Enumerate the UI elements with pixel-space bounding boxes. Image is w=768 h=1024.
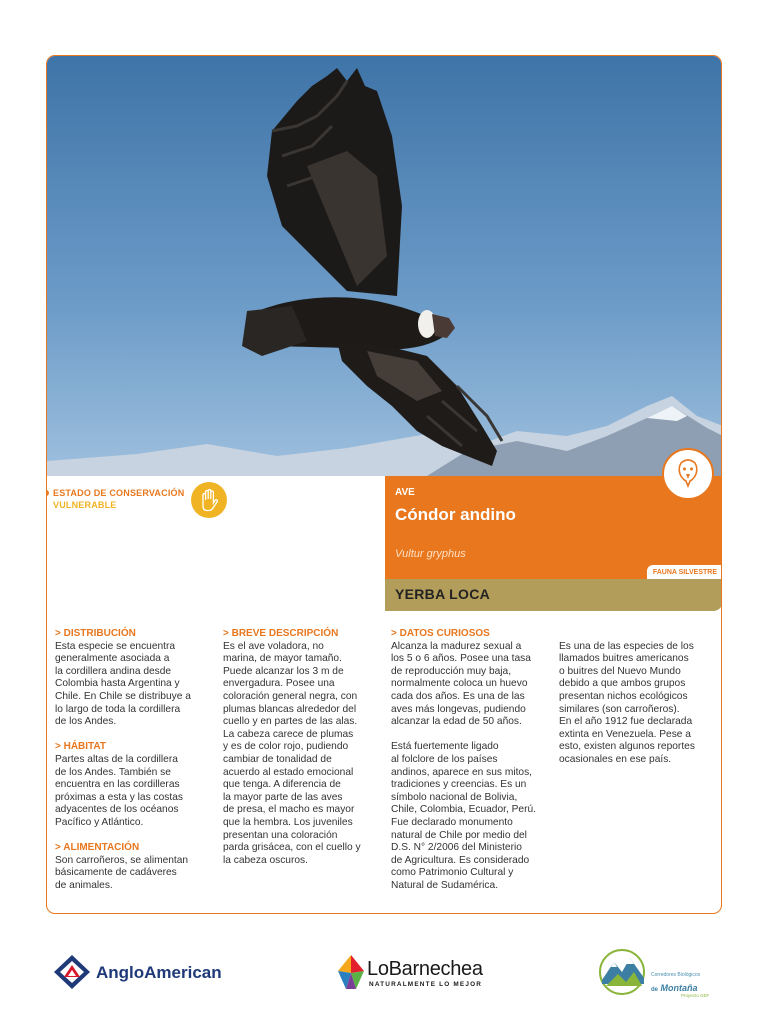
text-extra: Es una de las especies de los llamados buitres americanos o buitres del Nuevo Mundo debido a que ambos grupos presentan nichos ecológicos similares (son carroñeros). En el año 1912 fue declarada extinta en Venezuela. Pese a esto, existen algunos reportes ocasionales en ese país. xyxy=(559,640,695,765)
category-label: AVE xyxy=(395,487,415,498)
heading-descripcion: > BREVE DESCRIPCIÓN xyxy=(223,628,339,639)
location-banner xyxy=(385,579,722,611)
column-4 xyxy=(559,641,719,767)
species-card xyxy=(46,55,722,914)
scientific-name: Vultur gryphus xyxy=(395,548,466,560)
bullet-dot xyxy=(46,490,49,496)
heading-curiosos: > DATOS CURIOSOS xyxy=(391,628,490,639)
angloamerican-logo xyxy=(52,953,92,991)
text-alimentacion: Son carroñeros, se alimentan básicamente de cadáveres de animales. xyxy=(55,854,189,891)
text-distribucion: Esta especie se encuentra generalmente asociada a la cordillera andina desde Colombia hasta Argentina y Chile. En Chile se distribuye a lo largo de toda la cordillera de los Andes. xyxy=(55,640,191,728)
text-curiosos-2: Está fuertemente ligado al folclore de los países andinos, aparece en sus mitos, tradiciones y creencias. Es un símbolo nacional de Bolivia, Chile, Colombia, Ecuador, Perú. Fue declarado monumento natural de Chile por medio del D.S. N° 2/2006 del Ministerio de Agricultura. Es considerado como Patrimonio Cultural y Natural de Sudamérica. xyxy=(391,741,536,891)
heading-distribucion: > DISTRIBUCIÓN xyxy=(55,628,136,639)
corredores-logo xyxy=(598,948,648,996)
condor-photo xyxy=(47,56,722,476)
text-habitat: Partes altas de la cordillera de los Andes. También se encuentra en las cordilleras próximas a esta y las costas adyacentes de los océanos Pacífico y Atlántico. xyxy=(55,753,183,828)
corredores-line1: Corredores Biológicos xyxy=(651,972,701,978)
heading-habitat: > HÁBITAT xyxy=(55,741,107,753)
angloamerican-wordmark: AngloAmerican xyxy=(96,963,222,982)
corredores-line2: de Montaña xyxy=(651,983,698,993)
column-1 xyxy=(55,628,215,892)
lobarnechea-tagline: NATURALMENTE LO MEJOR xyxy=(369,981,483,988)
text-curiosos-1: Alcanza la madurez sexual a los 5 o 6 años. Posee una tasa de reproducción muy baja, normalmente coloca un huevo cada dos años. Es una de las aves más longevas, pudiendo alcanzar la edad de 50 años. xyxy=(391,640,531,728)
lobarnechea-wordmark: LoBarnechea xyxy=(367,958,483,980)
status-label: ESTADO DE CONSERVACIÓN xyxy=(53,488,185,498)
heading-alimentacion: > ALIMENTACIÓN xyxy=(55,842,140,854)
column-3 xyxy=(391,628,551,892)
species-name: Cóndor andino xyxy=(395,505,516,524)
condor-head-icon xyxy=(662,448,714,500)
hand-icon xyxy=(191,482,227,518)
status-value: VULNERABLE xyxy=(53,500,117,510)
column-2 xyxy=(223,628,383,867)
lobarnechea-logo xyxy=(336,953,366,991)
corredores-line3: Proyecto GEF xyxy=(681,993,710,998)
category-tag: FAUNA SILVESTRE xyxy=(647,565,722,579)
location-name: YERBA LOCA xyxy=(395,586,491,602)
text-descripcion: Es el ave voladora, no marina, de mayor tamaño. Puede alcanzar los 3 m de envergadura. Posee una coloración general negra, con plumas blancas alrededor del cuello y en partes de las alas. La cabeza carece de plumas y es de color rojo, pudiendo cambiar de tonalidad de acuerdo al estado emocional que tenga. A diferencia de la mayor parte de las aves de presa, el macho es mayor que la hembra. Los juveniles presentan una coloración parda grisácea, con el cuello y la cabeza oscuros. xyxy=(223,640,361,866)
